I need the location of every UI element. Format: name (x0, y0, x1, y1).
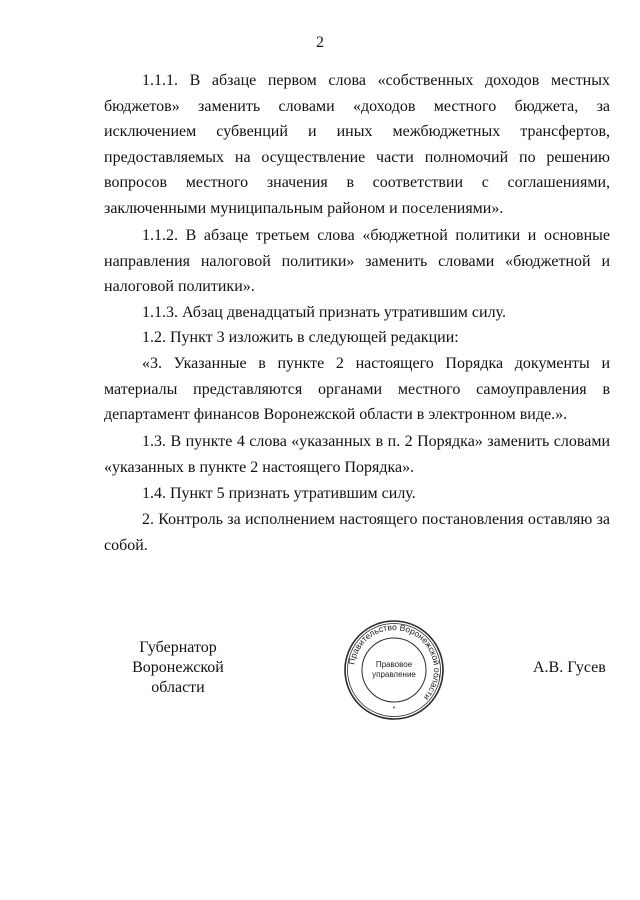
page-number: 2 (316, 34, 324, 51)
stamp-star-mark: * (392, 706, 396, 713)
paragraph-1-1-3: 1.1.3. Абзац двенадцатый признать утратившим силу. (142, 304, 506, 321)
paragraph-1-3: 1.3. В пункте 4 слова «указанных в п. 2 Порядка» заменить словами «указанных в пункте 2 настоящего Порядка». (104, 433, 610, 476)
paragraph-1-4: 1.4. Пункт 5 признать утратившим силу. (142, 485, 416, 502)
stamp-inner-line2: управление (372, 670, 416, 679)
stamp-inner-line1: Правовое (375, 660, 413, 669)
official-stamp (343, 619, 445, 721)
paragraph-1-2: 1.2. Пункт 3 изложить в следующей редакции: (142, 329, 459, 346)
signatory-position-line1: Губернатор (139, 639, 217, 656)
signatory-name: А.В. Гусев (533, 659, 606, 676)
paragraph-quote-3: «3. Указанные в пункте 2 настоящего Порядка документы и материалы представляются органами местного самоуправления в департамент финансов Воронежской области в электронном виде.». (104, 355, 610, 423)
stamp-outer-textpath: Правительство Воронежской области (346, 621, 443, 703)
paragraph-1-1-1: 1.1.1. В абзаце первом слова «собственных доходов местных бюджетов» заменить словами «доходов местного бюджета, за исключением субвенций и иных межбюджетных трансфертов, предоставляемых на осуществление части полномочий по решению вопросов местного значения в соответствии с соглашениями, заключенными муниципальным районом и поселениями». (104, 72, 610, 217)
signatory-position (104, 638, 252, 698)
paragraph-1-1-2: 1.1.2. В абзаце третьем слова «бюджетной политики и основные направления налоговой политики» заменить словами «бюджетной и налоговой политики». (104, 227, 610, 295)
paragraph-2: 2. Контроль за исполнением настоящего постановления оставляю за собой. (104, 511, 610, 554)
signatory-position-line2: Воронежской области (132, 659, 224, 696)
